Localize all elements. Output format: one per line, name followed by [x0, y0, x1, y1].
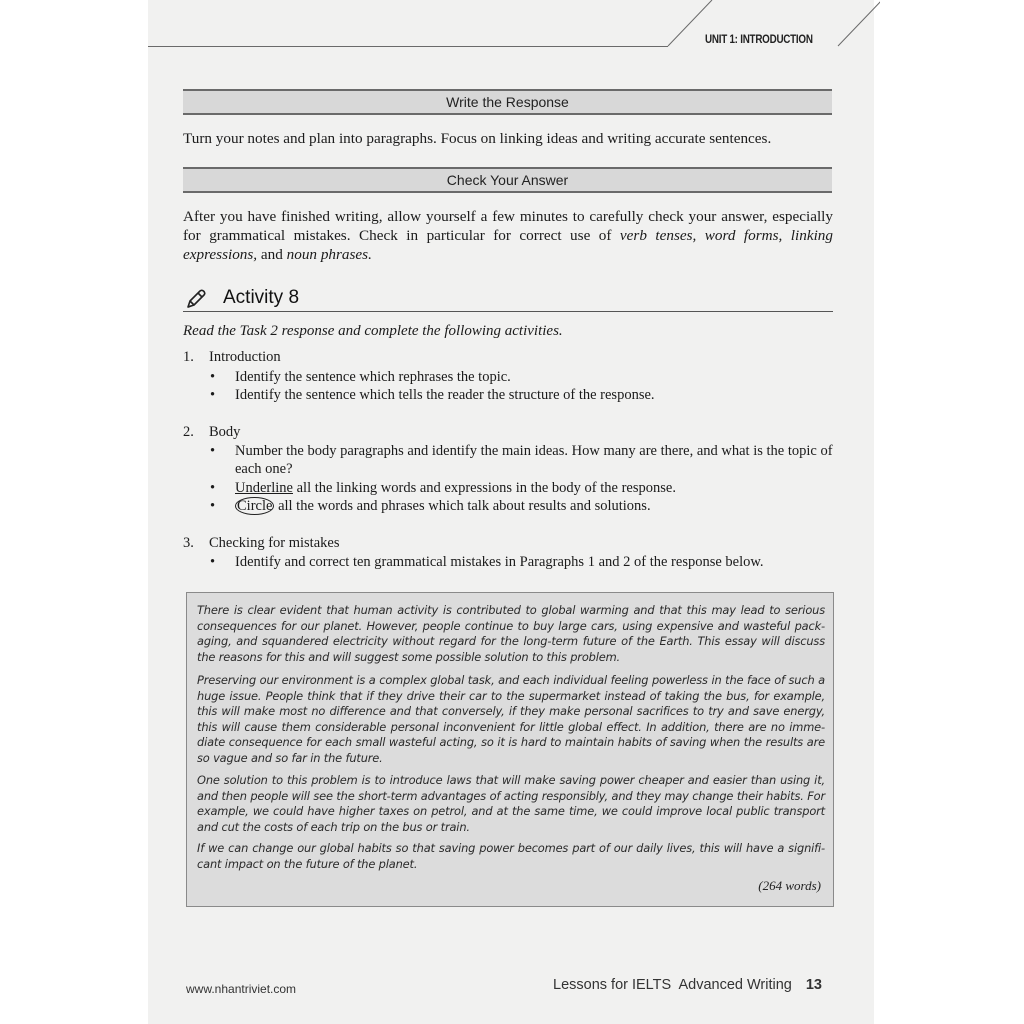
item-number: 3. [183, 535, 194, 551]
bullet-text: Identify the sentence which rephrases the topic. [235, 369, 511, 385]
check-answer-italic-terms: verb tenses, word forms, linking expressions, [183, 227, 833, 263]
bullet-icon: • [210, 480, 216, 496]
section-title: Check Your Answer [446, 172, 569, 188]
bullet-text [235, 479, 835, 497]
footer-website: www.nhantriviet.com [186, 982, 297, 996]
bullet-icon: • [210, 498, 216, 514]
circled-word: Circle [237, 498, 273, 514]
list-item-checking [183, 535, 339, 552]
item-label: Checking for mistakes [209, 535, 340, 551]
sample-response-box [186, 592, 834, 907]
header-rule-left [148, 46, 668, 47]
response-paragraph-4: If we can change our global habits so that saving power becomes part of our daily lives, this will have a signifi-cant impact on the future of the planet. [197, 841, 825, 871]
bullet-text: Identify the sentence which tells the reader the structure of the response. [235, 387, 655, 403]
bullet-icon: • [210, 443, 216, 459]
item-number: 2. [183, 424, 194, 440]
activity-heading [183, 285, 833, 312]
footer-book-title: Lessons for IELTS Advanced Writing [553, 977, 792, 993]
bullet-text: Identify and correct ten grammatical mistakes in Paragraphs 1 and 2 of the response below. [235, 554, 764, 570]
check-answer-italic-terms: noun phrases. [286, 246, 372, 263]
check-answer-text [183, 207, 833, 264]
item-label: Introduction [209, 349, 281, 365]
bullet-icon: • [210, 387, 216, 403]
response-paragraph-1: There is clear evident that human activity is contributed to global warming and that this may lead to serious consequences for our planet. However, people continue to buy large cars, using expensive and wasteful pack-aging, and squandered electricity without regard for the long-term future of the Earth. This essay will discuss the reasons for this and will suggest some possible solution to this problem. [197, 603, 825, 664]
check-answer-text-part: and [257, 246, 287, 263]
bullet-icon: • [210, 554, 216, 570]
activity-instruction: Read the Task 2 response and complete the following activities. [183, 323, 563, 339]
list-item-body [183, 424, 240, 441]
list-item-introduction [183, 349, 281, 366]
bullet-text [235, 497, 835, 515]
check-answer-text-part: After you have finished writing, allow yourself a few minutes to carefully check your answer, especially for grammatical mistakes. Check in particular for correct use of [183, 208, 833, 244]
word-count: (264 words) [758, 878, 821, 893]
section-title: Write the Response [446, 94, 569, 110]
bullet-text-rest: all the linking words and expressions in the body of the response. [296, 480, 676, 496]
bullet-text: Number the body paragraphs and identify the main ideas. How many are there, and what is the topic of each one? [235, 443, 833, 477]
page-number: 13 [805, 977, 822, 993]
bullet-text-rest: all the words and phrases which talk about results and solutions. [278, 498, 651, 514]
pencil-icon [185, 288, 207, 310]
response-paragraph-2: Preserving our environment is a complex global task, and each individual feeling powerless in the face of such a huge issue. People think that if they drive their car to the supermarket instead of taking the bus, for example, this will make most no difference and that conversely, if they make personal sacrifices to try and save energy, this will cause them considerable personal inconvenient for little global effect. In addition, there are no imme-diate consequence for each small wasteful acting, so it is hard to maintain habits of saving when the results are so vague and so far in the future. [197, 673, 825, 765]
underline-word: Underline [235, 480, 293, 496]
write-response-text: Turn your notes and plan into paragraphs. Focus on linking ideas and writing accurate sentences. [183, 130, 772, 147]
activity-title: Activity 8 [223, 287, 300, 308]
footer-book-info [553, 977, 822, 993]
section-bar-check-answer [183, 167, 832, 193]
bullet-icon: • [210, 369, 216, 385]
unit-title: UNIT 1: INTRODUCTION [705, 32, 813, 46]
item-number: 1. [183, 349, 194, 365]
item-label: Body [209, 424, 241, 440]
section-bar-write-response [183, 89, 832, 115]
response-paragraph-3: One solution to this problem is to introduce laws that will make saving power cheaper and easier than using it, and then people will see the short-term advantages of acting responsibly, and they may change their habits. For example, we could have higher taxes on petrol, and at the same time, we could improve local public transport and cut the costs of each trip on the bus or train. [197, 773, 825, 834]
